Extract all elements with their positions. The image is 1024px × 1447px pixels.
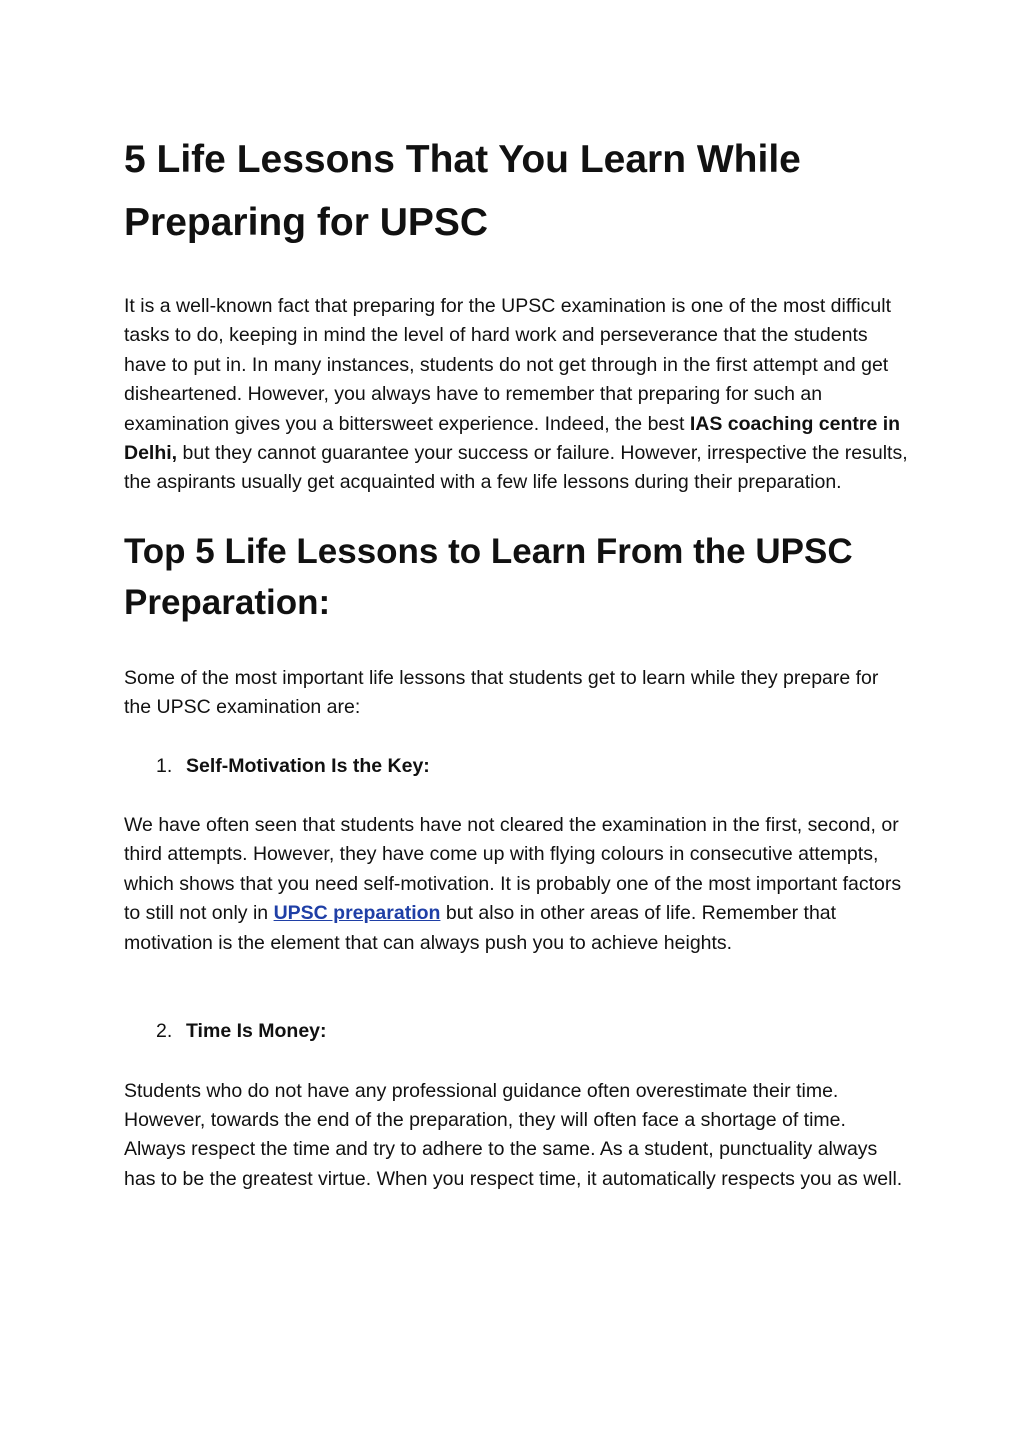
list-number: 1. (156, 754, 173, 777)
lesson-1-text-after: but also in other areas of life. Remember that motivation is the element that can always push you to achieve heights. (124, 902, 837, 954)
intro-text-before: It is a well-known fact that preparing for the UPSC examination is one of the most difficult tasks to do, keeping in mind the level of hard work and perseverance that the students have to put in. In many instances, students do not get through in the first attempt and get disheartened. However, you always have to remember that preparing for such an examination gives you a bittersweet experience. Indeed, the best (124, 295, 892, 435)
lesson-paragraph-1 (124, 811, 910, 958)
lesson-1-text-before: We have often seen that students have not cleared the examination in the first, second, or third attempts. However, they have come up with flying colours in consecutive attempts, which shows that you need self-motivation. It is probably one of the most important factors to still not only in (124, 814, 902, 925)
section-lead-paragraph: Some of the most important life lessons that students get to learn while they prepare for the UPSC examination are: (124, 666, 879, 719)
lesson-title: Self-Motivation Is the Key: (186, 754, 430, 777)
lesson-heading-2 (124, 1017, 910, 1046)
lesson-title: Time Is Money: (186, 1020, 327, 1043)
intro-paragraph (124, 292, 910, 498)
intro-bold-text: IAS coaching centre in Delhi, (124, 412, 901, 465)
page-title: 5 Life Lessons That You Learn While Preparing for UPSC (124, 138, 801, 244)
list-number: 2. (156, 1020, 173, 1043)
lesson-heading-1 (124, 752, 910, 781)
document-page (124, 128, 910, 1194)
lesson-paragraph-2: Students who do not have any professional guidance often overestimate their time. However, towards the end of the preparation, they will often face a shortage of time. Always respect the time and try to adhere to the same. As a student, punctuality always has to be the greatest virtue. When you respect time, it automatically respects you as well. (124, 1079, 903, 1190)
upsc-preparation-link[interactable]: UPSC preparation (273, 902, 441, 925)
section-heading: Top 5 Life Lessons to Learn From the UPSC Preparation: (124, 531, 853, 622)
intro-text-after: but they cannot guarantee your success or failure. However, irrespective the results, the aspirants usually get acquainted with a few life lessons during their preparation. (124, 442, 908, 494)
